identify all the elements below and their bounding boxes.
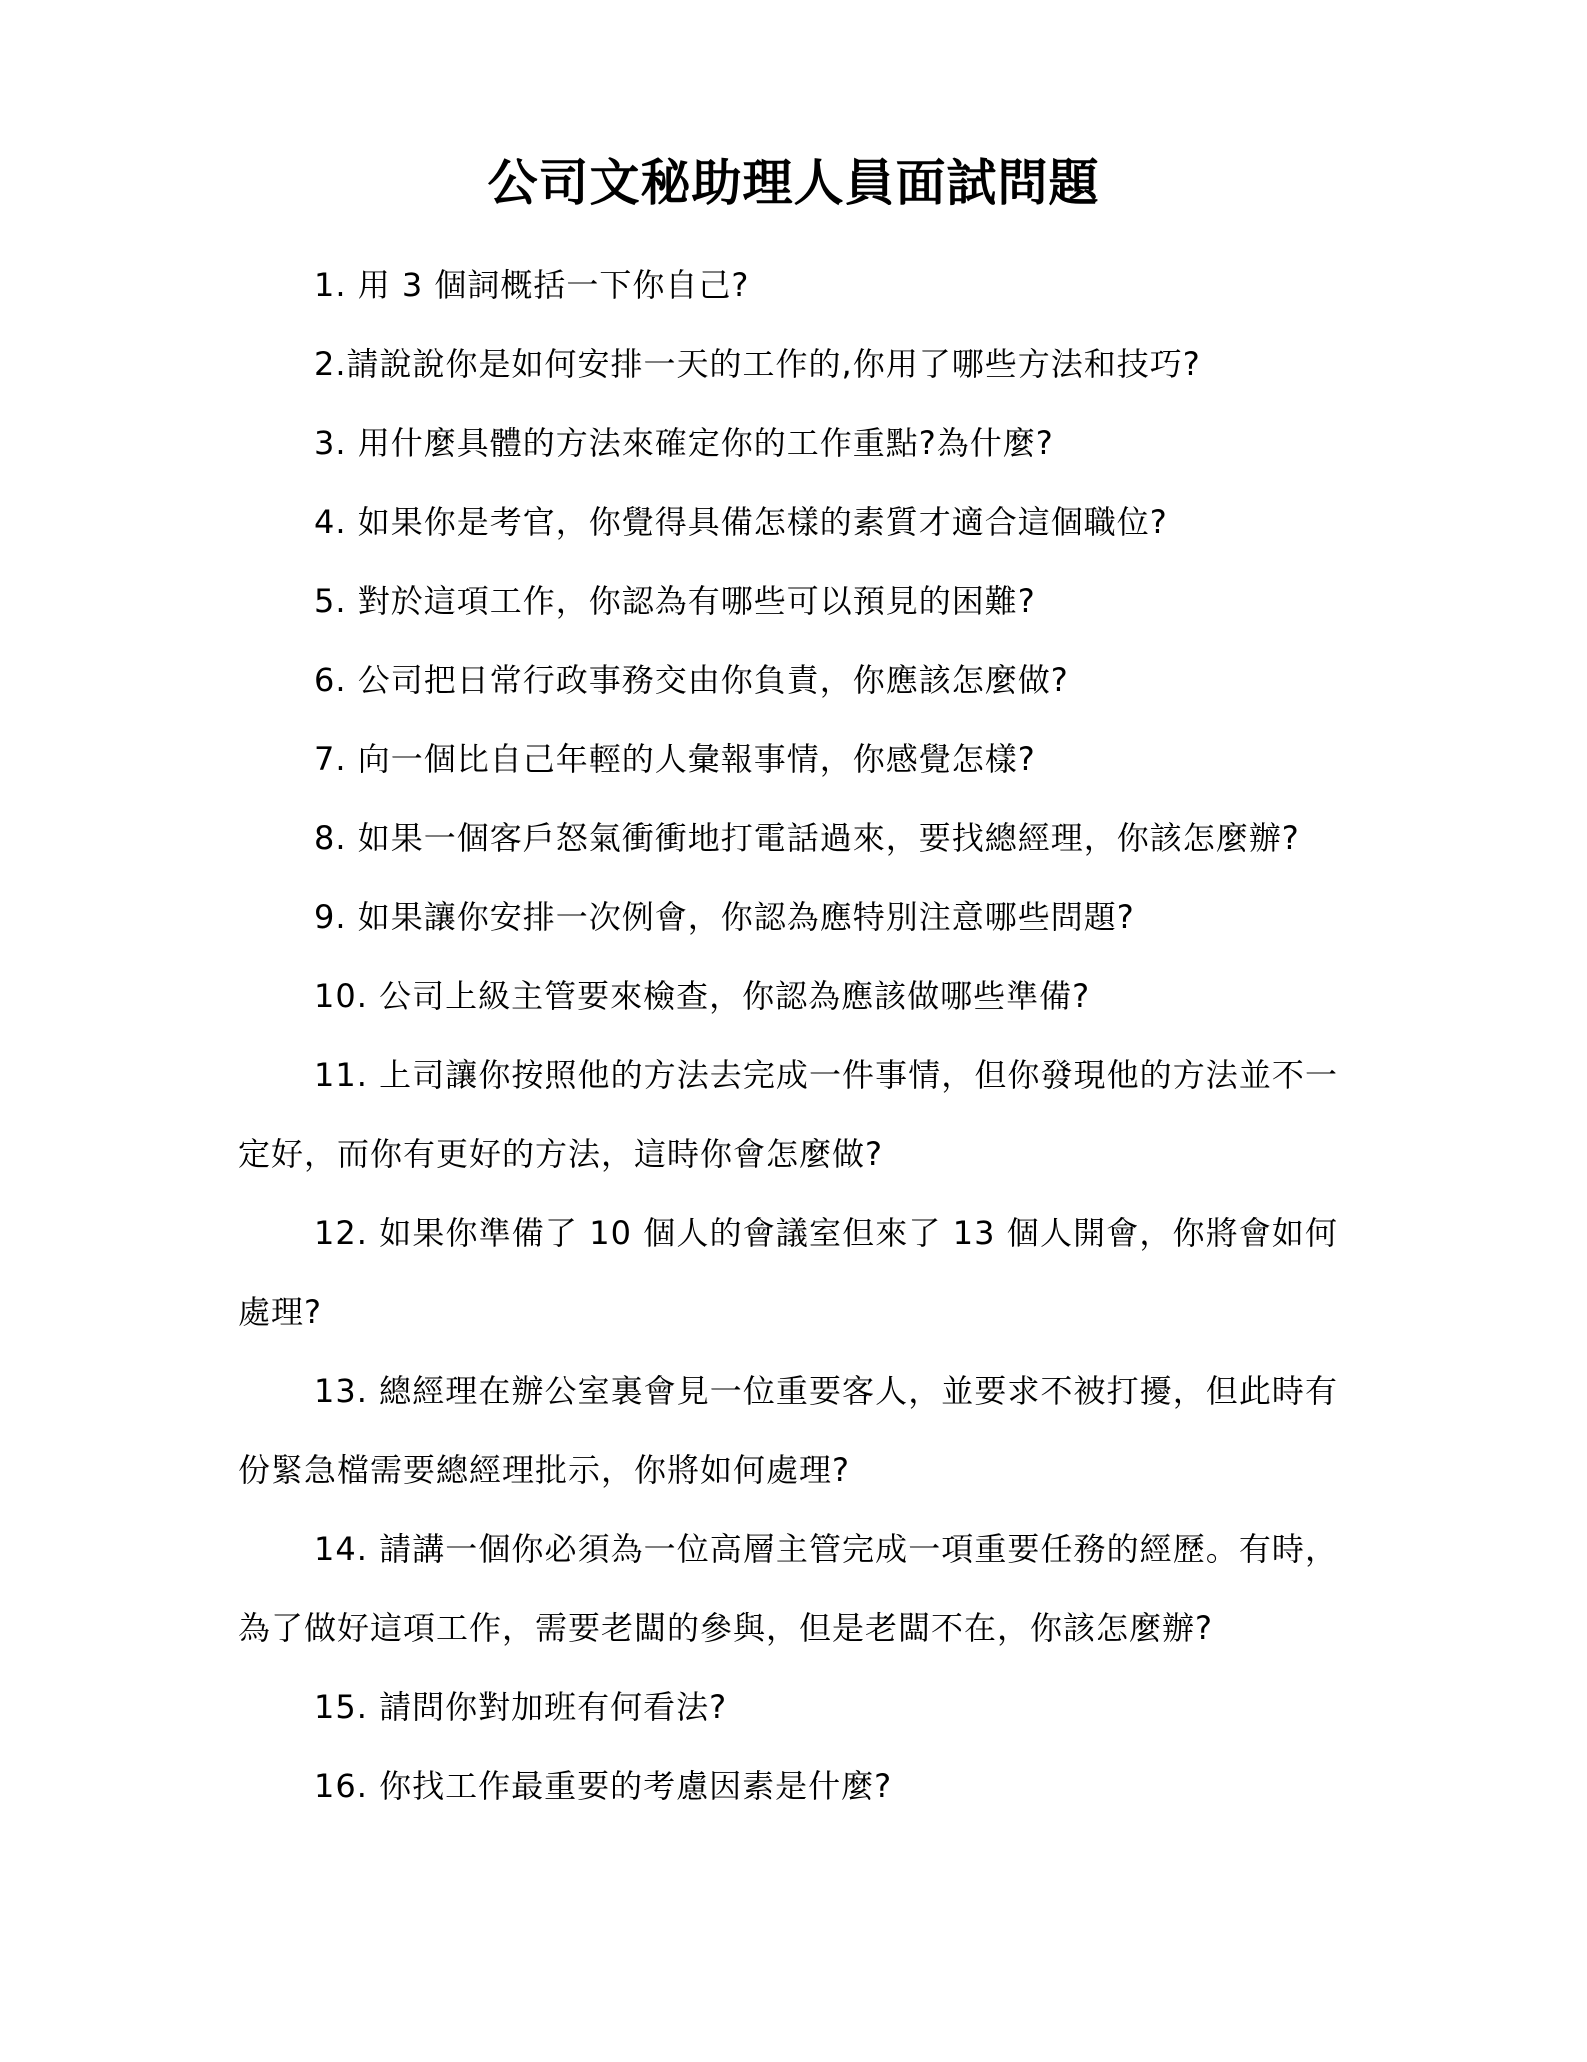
question-item: 4. 如果你是考官，你覺得具備怎樣的素質才適合這個職位? bbox=[314, 503, 1168, 541]
question-item: 3. 用什麼具體的方法來確定你的工作重點?為什麼? bbox=[314, 424, 1054, 462]
question-item: 2.請說說你是如何安排一天的工作的,你用了哪些方法和技巧? bbox=[314, 345, 1201, 383]
question-item: 6. 公司把日常行政事務交由你負責，你應該怎麼做? bbox=[314, 661, 1069, 699]
question-item: 7. 向一個比自己年輕的人彙報事情，你感覺怎樣? bbox=[314, 740, 1036, 778]
question-list bbox=[238, 246, 1338, 1826]
question-item: 1. 用 3 個詞概括一下你自己? bbox=[314, 266, 750, 304]
question-item: 11. 上司讓你按照他的方法去完成一件事情，但你發現他的方法並不一定好，而你有更好的方法，這時你會怎麼做? bbox=[238, 1056, 1338, 1173]
question-item: 8. 如果一個客戶怒氣衝衝地打電話過來，要找總經理，你該怎麼辦? bbox=[314, 819, 1300, 857]
question-item: 5. 對於這項工作，你認為有哪些可以預見的困難? bbox=[314, 582, 1036, 620]
question-item: 15. 請問你對加班有何看法? bbox=[314, 1688, 728, 1726]
question-item: 9. 如果讓你安排一次例會，你認為應特別注意哪些問題? bbox=[314, 898, 1135, 936]
question-item: 13. 總經理在辦公室裏會見一位重要客人，並要求不被打擾，但此時有份緊急檔需要總經理批示，你將如何處理? bbox=[238, 1372, 1338, 1489]
document-title: 公司文秘助理人員面試問題 bbox=[487, 153, 1100, 212]
question-item: 12. 如果你準備了 10 個人的會議室但來了 13 個人開會，你將會如何處理? bbox=[238, 1214, 1338, 1331]
question-item: 16. 你找工作最重要的考慮因素是什麼? bbox=[314, 1767, 893, 1805]
question-item: 14. 請講一個你必須為一位高層主管完成一項重要任務的經歷。有時，為了做好這項工作，需要老闆的參與，但是老闆不在，你該怎麼辦? bbox=[238, 1530, 1338, 1647]
question-item: 10. 公司上級主管要來檢查，你認為應該做哪些準備? bbox=[314, 977, 1091, 1015]
